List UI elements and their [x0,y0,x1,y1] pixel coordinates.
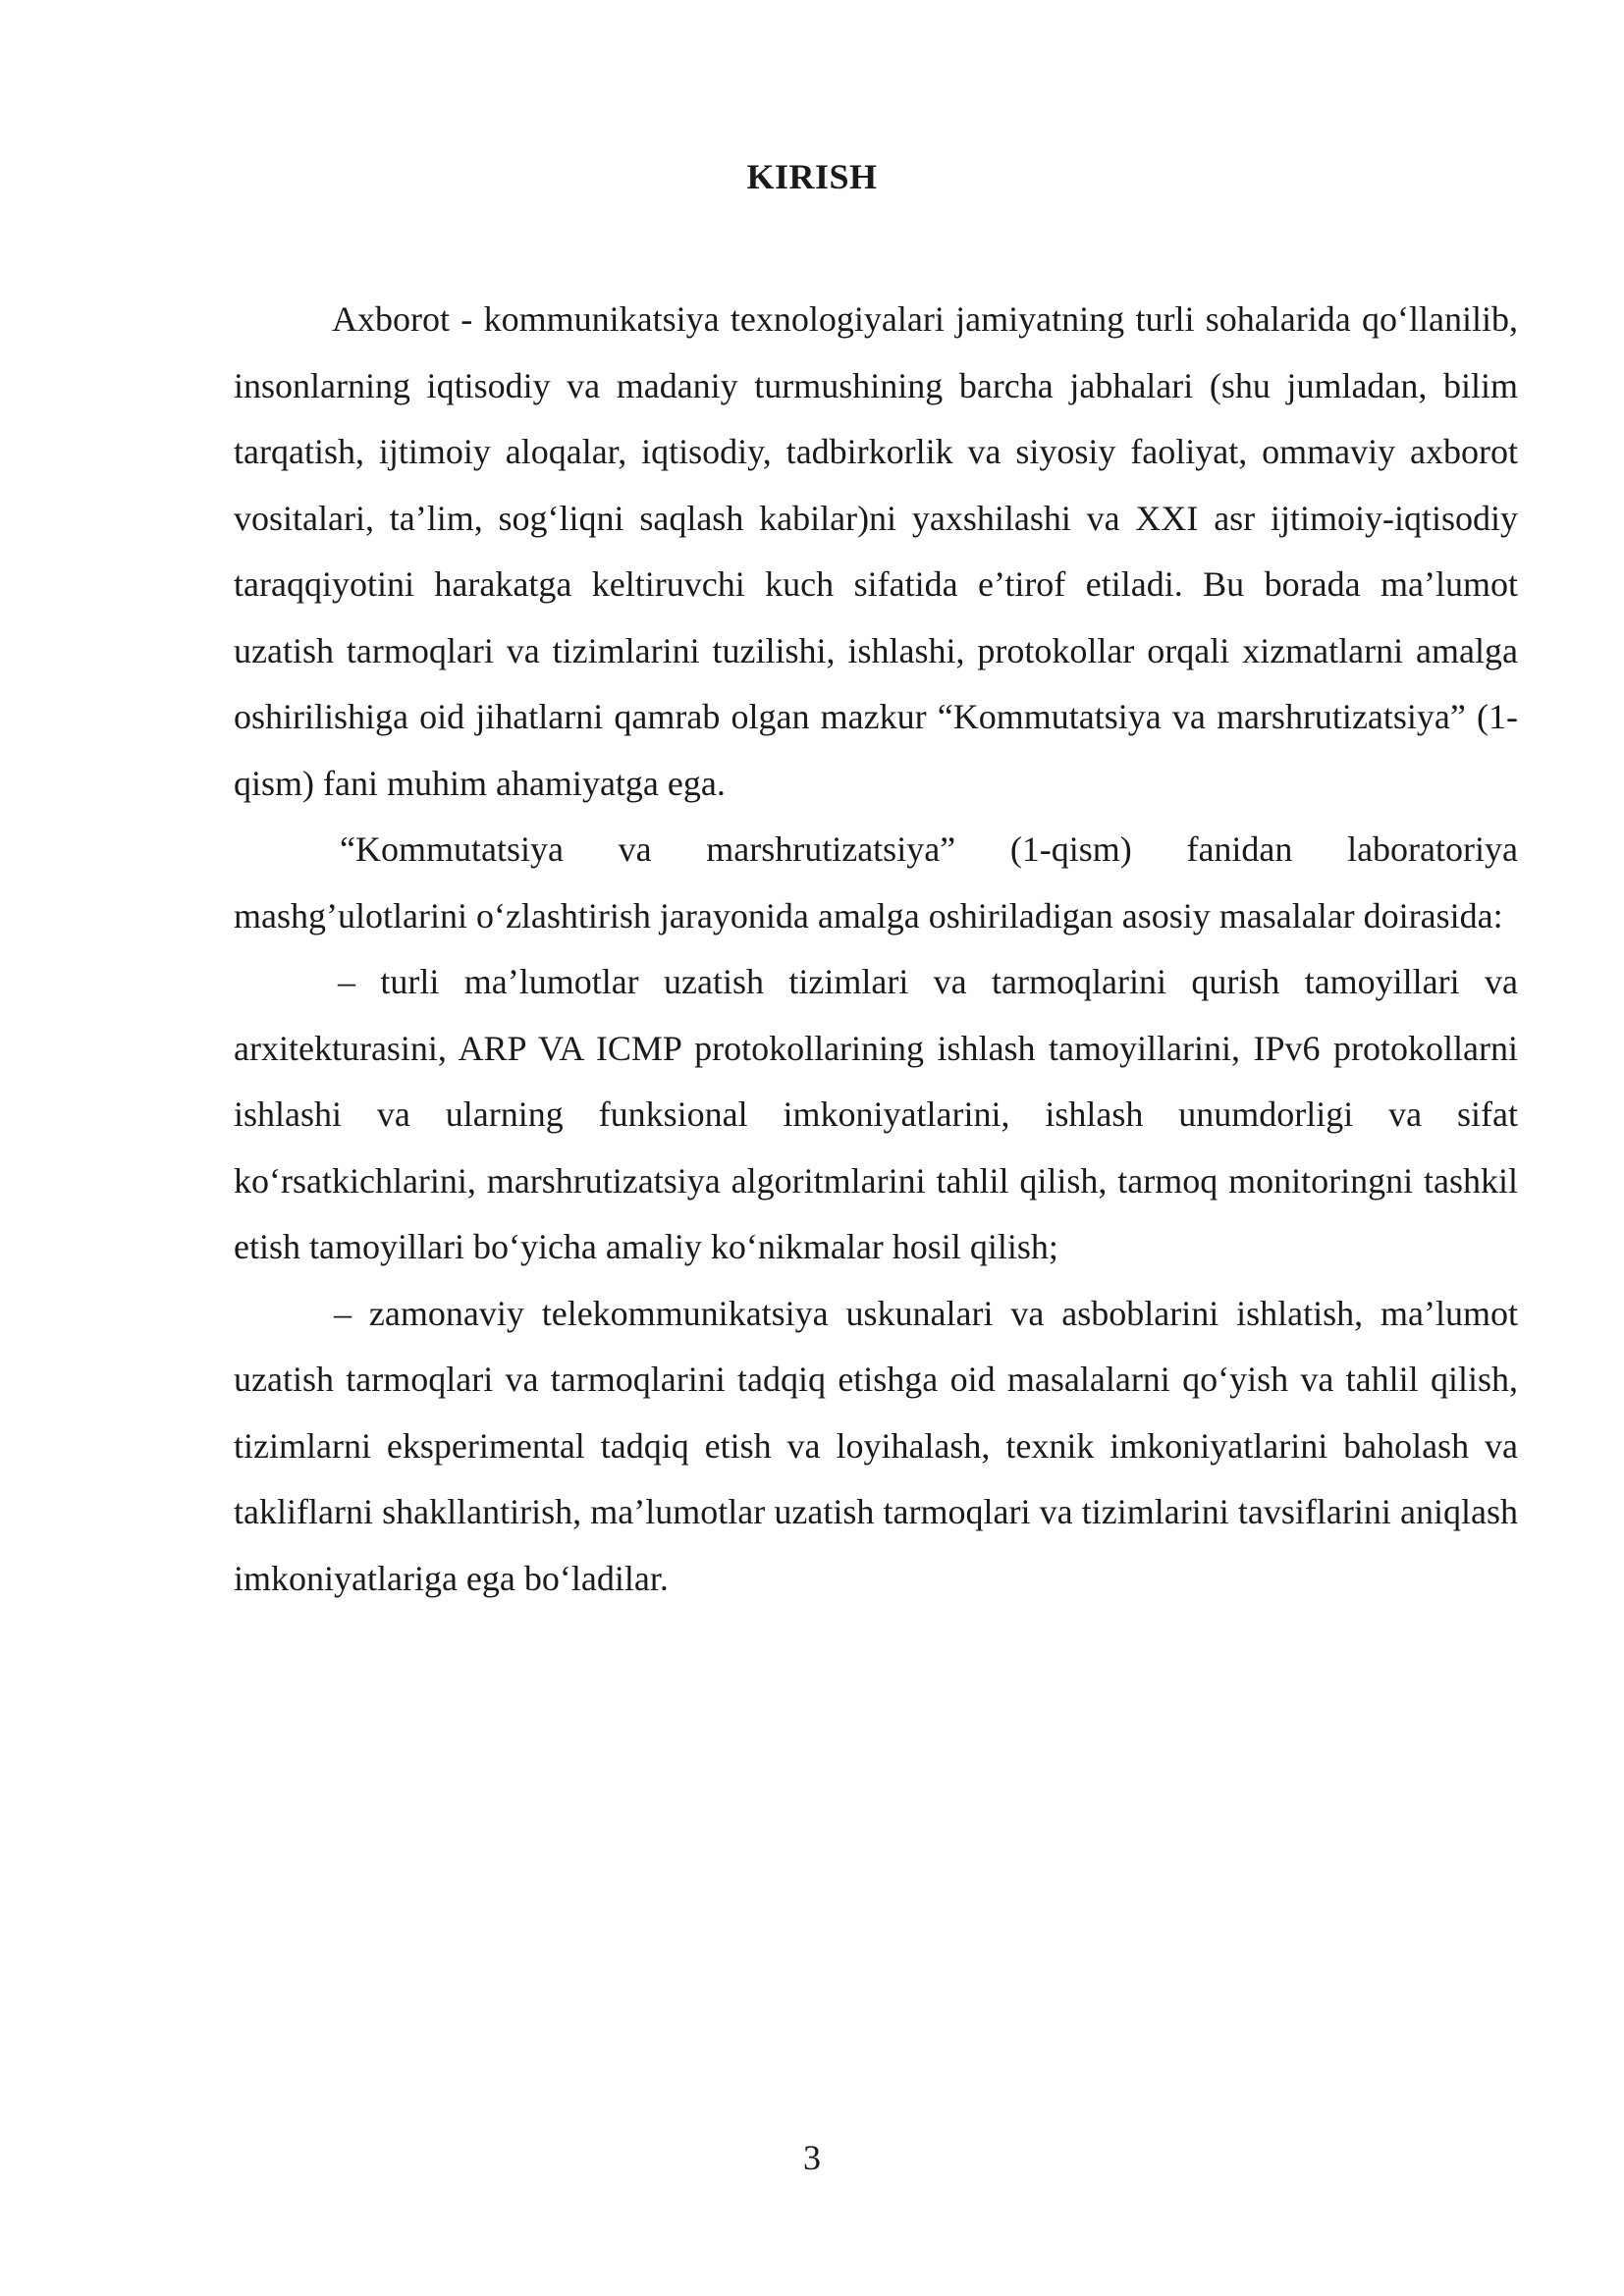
bullet-item-equipment: – zamonaviy telekommunikatsiya uskunalari va asboblarini ishlatish, ma’lumot uzatish tarmoqlari va tarmoqlarini tadqiq etishga oid masalalarni qo‘yish va tahlil qilish, tizimlarni eksperimental tadqiq etish va loyihalash, texnik imkoniyatlarini baholash va takliflarni shakllantirish, ma’lumotlar uzatish tarmoqlari va tizimlarini tavsiflarini aniqlash imkoniyatlariga ega bo‘ladilar. [234,1293,1518,1598]
document-body [234,287,1518,1612]
page-title: KIRISH [746,157,878,196]
lab-tasks-paragraph: “Kommutatsiya va marshrutizatsiya” (1-qism) fanidan laboratoriya mashg’ulotlarini o‘zlashtirish jarayonida amalga oshiriladigan asosiy masalalar doirasida: [234,829,1518,935]
bullet-item-principles: – turli ma’lumotlar uzatish tizimlari va tarmoqlarini qurish tamoyillari va arxitekturasini, ARP VA ICMP protokollarining ishlash tamoyillarini, IPv6 protokollarni ishlashi va ularning funksional imkoniyatlarini, ishlash unumdorligi va sifat ko‘rsatkichlarini, marshrutizatsiya algoritmlarini tahlil qilish, tarmoq monitoringni tashkil etish tamoyillari bo‘yicha amaliy ko‘nikmalar hosil qilish; [234,962,1518,1266]
page-number: 3 [803,2138,821,2177]
intro-paragraph: Axborot - kommunikatsiya texnologiyalari jamiyatning turli sohalarida qo‘llanilib, insonlarning iqtisodiy va madaniy turmushining barcha jabhalari (shu jumladan, bilim tarqatish, ijtimoiy aloqalar, iqtisodiy, tadbirkorlik va siyosiy faoliyat, ommaviy axborot vositalari, ta’lim, sog‘liqni saqlash kabilar)ni yaxshilashi va XXI asr ijtimoiy-iqtisodiy taraqqiyotini harakatga keltiruvchi kuch sifatida e’tirof etiladi. Bu borada ma’lumot uzatish tarmoqlari va tizimlarini tuzilishi, ishlashi, protokollar orqali xizmatlarni amalga oshirilishiga oid jihatlarni qamrab olgan mazkur “Kommutatsiya va marshrutizatsiya” (1-qism) fani muhim ahamiyatga ega. [234,299,1518,803]
